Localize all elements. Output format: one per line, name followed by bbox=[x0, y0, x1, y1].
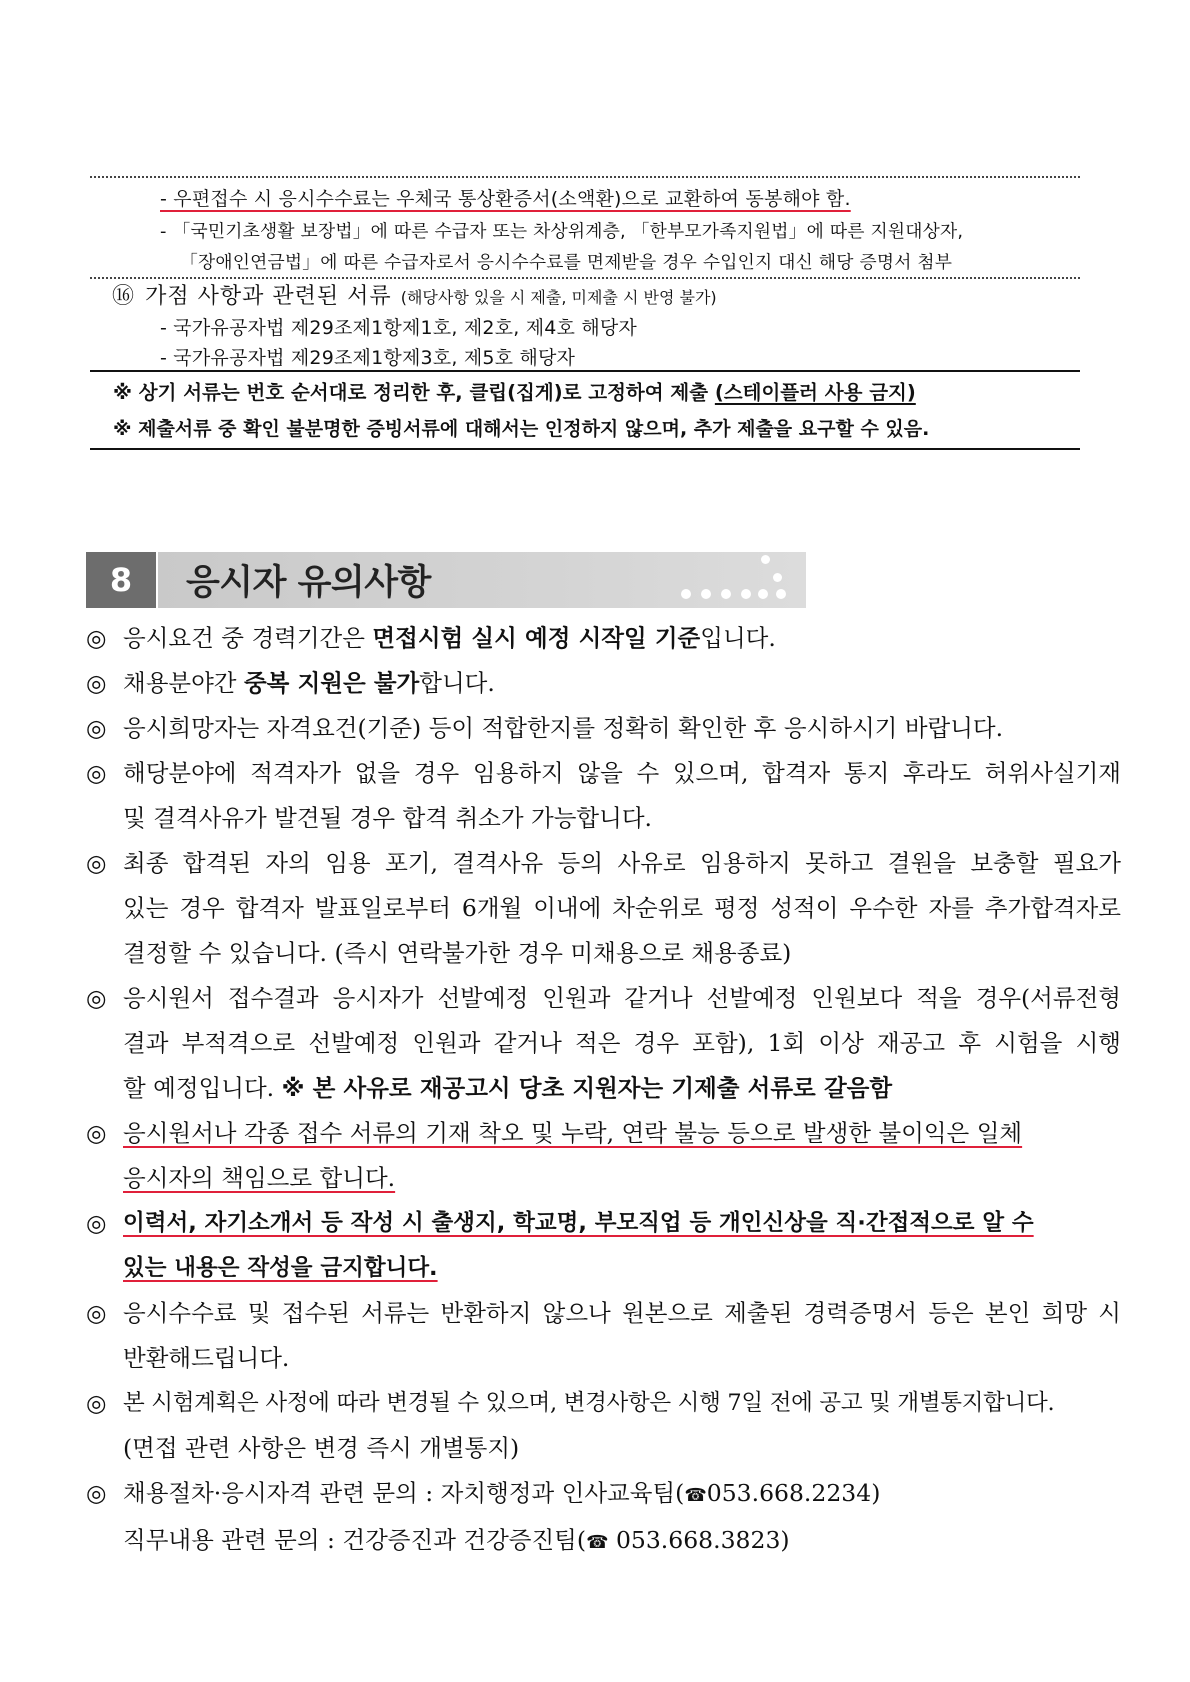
item2-bold: 중복 지원은 불가 bbox=[243, 669, 420, 697]
phone-icon: ☎ bbox=[586, 1532, 609, 1553]
decor-dot bbox=[701, 589, 711, 599]
notice-item-9 bbox=[86, 1291, 1121, 1381]
phone-icon: ☎ bbox=[684, 1485, 707, 1506]
decor-dot bbox=[758, 589, 768, 599]
bullet-icon: ◎ bbox=[86, 714, 107, 742]
item11-line1-phone: 053.668.2234) bbox=[706, 1479, 881, 1507]
notice-item-2 bbox=[86, 661, 1121, 706]
item16-line-1: - 국가유공자법 제29조제1항제1호, 제2호, 제4호 해당자 bbox=[160, 317, 637, 339]
notice-bottom-rule bbox=[90, 448, 1080, 450]
item1-post: 입니다. bbox=[700, 624, 776, 652]
item7-line2: 응시자의 책임으로 합니다. bbox=[123, 1164, 396, 1192]
bullet-icon: ◎ bbox=[86, 1299, 107, 1327]
item11-line1-pre: 채용절차·응시자격 관련 문의 : 자치행정과 인사교육팀( bbox=[123, 1479, 685, 1507]
item3-text: 응시희망자는 자격요건(기준) 등이 적합한지를 정확히 확인한 후 응시하시기 바랍니다. bbox=[123, 714, 1004, 742]
item1-bold: 면접시험 실시 예정 시작일 기준 bbox=[372, 624, 701, 652]
item9-line1: 응시수수료 및 접수된 서류는 반환하지 않으나 원본으로 제출된 경력증명서 등은 본인 희망 시 bbox=[123, 1299, 1121, 1327]
notice-item-7 bbox=[86, 1111, 1121, 1201]
decor-dot bbox=[776, 589, 786, 599]
fee-line-2: - 「국민기초생활 보장법」에 따른 수급자 또는 차상위계층, 「한부모가족지원법」에 따른 지원대상자, bbox=[160, 221, 964, 242]
notice-2: ※ 제출서류 중 확인 불분명한 증빙서류에 대해서는 인정하지 않으며, 추가 제출을 요구할 수 있음. bbox=[113, 418, 930, 440]
item16-title: 가점 사항과 관련된 서류 bbox=[145, 284, 392, 309]
item8-line2: 있는 내용은 작성을 금지합니다. bbox=[123, 1255, 438, 1281]
decor-dot bbox=[681, 589, 691, 599]
item16-note: (해당사항 있을 시 제출, 미제출 시 반영 불가) bbox=[400, 288, 717, 307]
notice-item-8 bbox=[86, 1201, 1121, 1291]
item16-heading bbox=[112, 279, 717, 310]
fee-line-3: 「장애인연금법」에 따른 수급자로서 응시수수료를 면제받을 경우 수입인지 대신 해당 증명서 첨부 bbox=[180, 252, 953, 273]
item16-number: ⑯ bbox=[112, 284, 135, 309]
item6-line3-bold: ※ 본 사유로 재공고시 당초 지원자는 기제출 서류로 갈음함 bbox=[281, 1074, 893, 1102]
bullet-icon: ◎ bbox=[86, 984, 107, 1012]
item2-pre: 채용분야간 bbox=[123, 669, 244, 697]
top-dotted-divider bbox=[90, 176, 1080, 178]
bullet-icon: ◎ bbox=[86, 1119, 107, 1147]
item4-line2: 및 결격사유가 발견될 경우 합격 취소가 가능합니다. bbox=[123, 804, 653, 832]
item16-line-2: - 국가유공자법 제29조제1항제3호, 제5호 해당자 bbox=[160, 347, 576, 369]
decor-dot bbox=[761, 555, 770, 564]
bullet-icon: ◎ bbox=[86, 1389, 107, 1417]
item11-line2-phone: 053.668.3823) bbox=[608, 1526, 790, 1554]
notice-1-main: ※ 상기 서류는 번호 순서대로 정리한 후, 클립(집게)로 고정하여 제출 bbox=[113, 381, 709, 404]
item10-line1: 본 시험계획은 사정에 따라 변경될 수 있으며, 변경사항은 시행 7일 전에 공고 및 개별통지합니다. bbox=[123, 1390, 1055, 1416]
section-number: 8 bbox=[86, 552, 156, 608]
item5-line2: 있는 경우 합격자 발표일로부터 6개월 이내에 차순위로 평정 성적이 우수한 자를 추가합격자로 bbox=[123, 894, 1121, 922]
fee-line-1-text: - 우편접수 시 응시수수료는 우체국 통상환증서(소액환)으로 교환하여 동봉해야 함. bbox=[160, 188, 851, 210]
item11-line2-pre: 직무내용 관련 문의 : 건강증진과 건강증진팀( bbox=[123, 1526, 587, 1554]
item1-pre: 응시요건 중 경력기간은 bbox=[123, 624, 373, 652]
notice-item-5 bbox=[86, 841, 1121, 976]
notice-item-10 bbox=[86, 1381, 1121, 1471]
section-title: 응시자 유의사항 bbox=[186, 563, 431, 603]
notice-item-1 bbox=[86, 616, 1121, 661]
item8-line1: 이력서, 자기소개서 등 작성 시 출생지, 학교명, 부모직업 등 개인신상을 직·간접적으로 알 수 bbox=[123, 1210, 1034, 1236]
item10-line2: (면접 관련 사항은 변경 즉시 개별통지) bbox=[123, 1434, 520, 1462]
item9-line2: 반환해드립니다. bbox=[123, 1344, 290, 1372]
item6-line1: 응시원서 접수결과 응시자가 선발예정 인원과 같거나 선발예정 인원보다 적을 경우(서류전형 bbox=[123, 984, 1121, 1012]
notice-item-6 bbox=[86, 976, 1121, 1111]
bullet-icon: ◎ bbox=[86, 849, 107, 877]
item2-post: 합니다. bbox=[419, 669, 495, 697]
notice-item-4 bbox=[86, 751, 1121, 841]
decor-dot bbox=[741, 589, 751, 599]
item4-line1: 해당분야에 적격자가 없을 경우 임용하지 않을 수 있으며, 합격자 통지 후라도 허위사실기재 bbox=[123, 759, 1121, 787]
notice-item-3 bbox=[86, 706, 1121, 751]
item6-line3-pre: 할 예정입니다. bbox=[123, 1074, 282, 1102]
bullet-icon: ◎ bbox=[86, 1479, 107, 1507]
decor-dot bbox=[721, 589, 731, 599]
item5-line3: 결정할 수 있습니다. (즉시 연락불가한 경우 미채용으로 채용종료) bbox=[123, 939, 792, 967]
fee-line-1 bbox=[160, 184, 851, 211]
item7-line1: 응시원서나 각종 접수 서류의 기재 착오 및 누락, 연락 불능 등으로 발생한 불이익은 일체 bbox=[123, 1119, 1023, 1147]
bullet-icon: ◎ bbox=[86, 759, 107, 787]
decor-dot bbox=[773, 573, 782, 582]
notice-1 bbox=[113, 377, 916, 405]
notice-item-11 bbox=[86, 1471, 1121, 1565]
item5-line1: 최종 합격된 자의 임용 포기, 결격사유 등의 사유로 임용하지 못하고 결원을 보충할 필요가 bbox=[123, 849, 1121, 877]
notice-top-rule bbox=[90, 370, 1080, 372]
notice-1-underlined: (스테이플러 사용 금지) bbox=[714, 381, 916, 404]
bullet-icon: ◎ bbox=[86, 624, 107, 652]
bullet-icon: ◎ bbox=[86, 669, 107, 697]
bullet-icon: ◎ bbox=[86, 1209, 107, 1237]
item6-line2: 결과 부적격으로 선발예정 인원과 같거나 적은 경우 포함), 1회 이상 재공고 후 시험을 시행 bbox=[123, 1029, 1121, 1057]
